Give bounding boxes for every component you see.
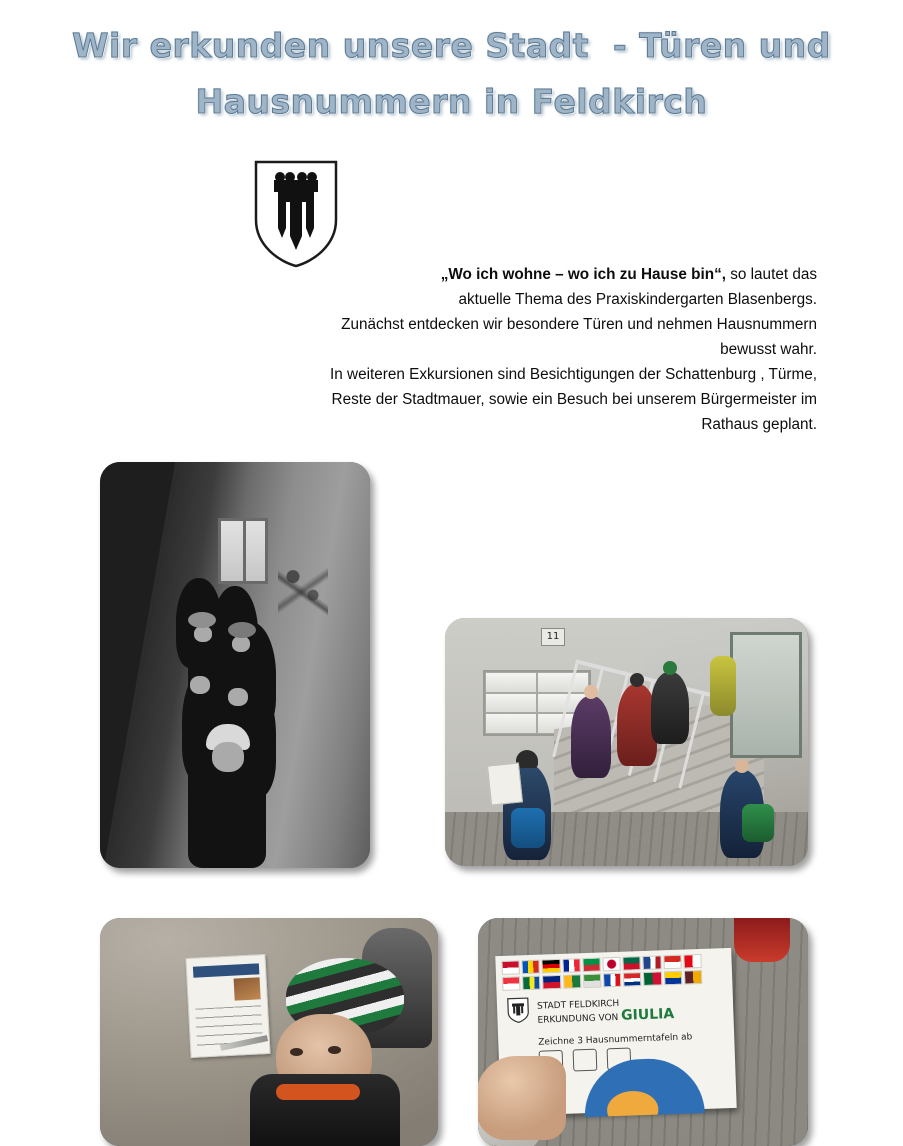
intro-line-5: Reste der Stadtmauer, sowie ein Besuch bei unserem Bürgermeister im Rathaus geplant. (331, 391, 817, 433)
mailbox (485, 672, 537, 693)
mailbox (485, 693, 537, 714)
flag (603, 973, 622, 988)
child-head (516, 750, 538, 768)
flag (542, 975, 561, 990)
page-title (0, 18, 903, 130)
photo-mailboxes-scene (445, 618, 808, 866)
worksheet-header-bar (193, 963, 259, 977)
page-title-line-2: Hausnummern in Feldkirch (195, 82, 708, 121)
eye-right (328, 1046, 341, 1054)
child-backpack-right (742, 804, 774, 842)
flag (583, 973, 602, 988)
flag (501, 960, 520, 975)
flag (664, 971, 683, 986)
adult-in-background (710, 656, 736, 716)
flag (643, 971, 662, 986)
child-head (630, 673, 644, 687)
green-door (730, 632, 802, 758)
photo-mailboxes-and-stairs (445, 618, 808, 866)
intro-line-4: In weiteren Exkursionen sind Besichtigungen der Schattenburg , Türme, (330, 366, 817, 383)
photo-clipboard-scene (100, 918, 438, 1146)
child-green-hat (651, 672, 689, 744)
flag (502, 976, 521, 991)
feldkirch-coat-of-arms-icon (252, 158, 340, 270)
child-purple-jacket (571, 696, 611, 778)
photo-exploration-booklet (478, 918, 808, 1146)
booklet-task-text: Zeichne 3 Hausnummerntafeln ab (538, 1032, 693, 1048)
booklet-line-2-text: ERKUNDUNG VON (537, 1012, 619, 1026)
flag (522, 976, 541, 991)
task-box (573, 1049, 598, 1072)
feldkirch-crest-stamp-icon (507, 997, 530, 1024)
page-title-line-1: Wir erkunden unsere Stadt - Türen und (72, 26, 831, 65)
child-backpack (511, 808, 545, 848)
photo-child-with-worksheet (100, 918, 438, 1146)
booklet-child-name: GIULIA (620, 1005, 675, 1024)
intro-line-2: aktuelle Thema des Praxiskindergarten Blasenbergs. (458, 291, 817, 308)
child-head (584, 685, 598, 699)
photo-children-in-alley (100, 462, 370, 868)
worksheet-photo (234, 977, 261, 1000)
flag (663, 955, 682, 970)
photo-alley-scene (100, 462, 370, 868)
flag (623, 972, 642, 987)
intro-lead: „Wo ich wohne – wo ich zu Hause bin“, (440, 266, 726, 283)
flag (643, 955, 662, 970)
intro-line-3: Zunächst entdecken wir besondere Türen und nehmen Hausnummern bewusst wahr. (341, 316, 817, 358)
flag (684, 970, 703, 985)
flag (562, 958, 581, 973)
booklet-line-1: STADT FELDKIRCH (536, 998, 620, 1012)
flag (683, 954, 702, 969)
eye-left (290, 1048, 303, 1056)
mailbox (485, 713, 537, 734)
intro-paragraph (315, 262, 817, 437)
orange-collar (276, 1084, 360, 1100)
child-head (735, 759, 749, 773)
booklet-title-block (537, 994, 725, 1048)
child-hand-holding-booklet (478, 1056, 566, 1140)
house-number-plate: 11 (541, 628, 565, 646)
flag (602, 957, 621, 972)
red-object-background (734, 918, 790, 962)
erkundung-sheet (487, 762, 523, 805)
flag (623, 956, 642, 971)
flag (522, 960, 541, 975)
green-hat-icon (663, 661, 677, 675)
alley-children-group (158, 568, 308, 868)
flag (542, 959, 561, 974)
flag (582, 957, 601, 972)
flag (563, 974, 582, 989)
intro-line-1 (315, 262, 817, 287)
photo-booklet-scene (478, 918, 808, 1146)
intro-line-1-rest: so lautet das (726, 266, 817, 283)
country-flags-strip (501, 954, 702, 989)
